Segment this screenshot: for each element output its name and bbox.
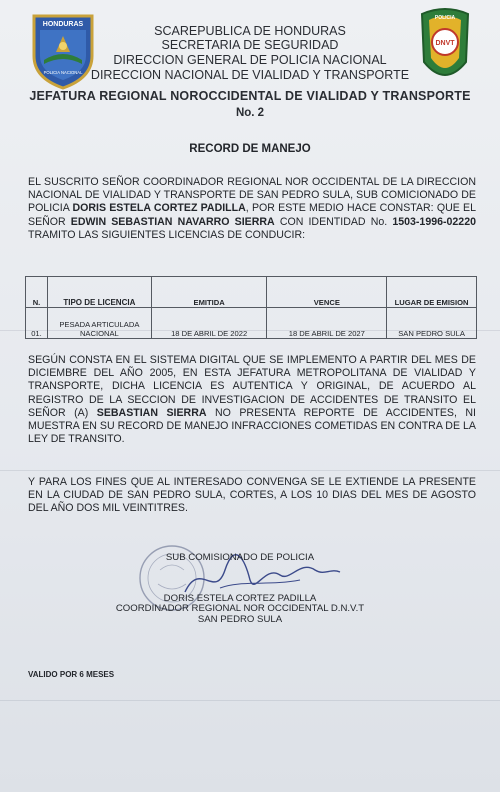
column-header-emitida: EMITIDA xyxy=(151,277,267,308)
column-header-vence: VENCE xyxy=(267,277,387,308)
header-line-3: DIRECCION GENERAL DE POLICIA NACIONAL xyxy=(113,53,387,67)
body-text-2: NO PRESENTA REPORTE DE ACCIDENTES, NI MUESTRA EN SU RECORD DE MANEJO INFRACCIONES COMETIDAS EN CONTRA DE LA LEY DE TRANSITO. xyxy=(28,406,476,446)
cell-vence: 18 DE ABRIL DE 2027 xyxy=(267,308,387,339)
person-name: EDWIN SEBASTIAN NAVARRO SIERRA xyxy=(70,215,275,228)
paper-fold xyxy=(0,470,500,471)
signer-position: COORDINADOR REGIONAL NOR OCCIDENTAL D.N.V.T xyxy=(115,603,365,614)
intro-text-2: , POR ESTE MEDIO HACE CONSTAR: QUE EL SEÑOR xyxy=(28,202,476,228)
signer-rank: SUB COMISIONADO DE POLICIA xyxy=(165,552,315,563)
document-number: No. 2 xyxy=(235,107,265,119)
left-seal-top-text: HONDURAS xyxy=(42,21,84,28)
right-seal-top-text: POLICIA xyxy=(434,15,456,21)
body-paragraph xyxy=(28,354,476,446)
table-row xyxy=(26,308,477,339)
closing-paragraph: Y PARA LOS FINES QUE AL INTERESADO CONVENGA SE LE EXTIENDE LA PRESENTE EN LA CIUDAD DE SAN PEDRO SULA, CORTES, A LOS 10 DIAS DEL MES DE AGOSTO DEL AÑO DOS MIL VEINTITRES. xyxy=(28,476,476,515)
signer-city: SAN PEDRO SULA xyxy=(197,614,283,625)
header-line-4: DIRECCION NACIONAL DE VIALIDAD Y TRANSPORTE xyxy=(90,68,410,82)
license-table-header xyxy=(26,277,477,308)
intro-text-1: EL SUSCRITO SEÑOR COORDINADOR REGIONAL NOR OCCIDENTAL DE LA DIRECCION NACIONAL DE VIALIDAD Y TRANSPORTE DE SAN PEDRO SULA, SUB COMICIONADO DE POLICIA xyxy=(28,176,476,215)
intro-text-3: CON IDENTIDAD No. xyxy=(274,215,393,228)
cell-emitida: 18 DE ABRIL DE 2022 xyxy=(151,308,267,339)
body-text-1: SEGÚN CONSTA EN EL SISTEMA DIGITAL QUE SE IMPLEMENTO A PARTIR DEL MES DE DICIEMBRE DEL AÑO 2005, EN ESTA JEFATURA METROPOLITANA DE VIALIDAD Y TRANSPORTE, DICHA LICENCIA ES AUTENTICA Y ORIGINAL, DE ACUERDO AL REGISTRO DE LA SECCION DE INVESTIGACION DE ACCIDENTES DE TRANSITO EL SEÑOR (A) xyxy=(28,354,476,419)
officer-name: DORIS ESTELA CORTEZ PADILLA xyxy=(72,202,246,215)
validity-note: VALIDO POR 6 MESES xyxy=(28,670,115,679)
column-header-tipo: TIPO DE LICENCIA xyxy=(47,277,151,308)
header-line-5: JEFATURA REGIONAL NOROCCIDENTAL DE VIALIDAD Y TRANSPORTE xyxy=(29,89,471,103)
id-number: 1503-1996-02220 xyxy=(392,215,476,228)
header-line-1: SCAREPUBLICA DE HONDURAS xyxy=(154,24,346,38)
right-seal-center-text: DNVT xyxy=(435,40,455,47)
column-header-lugar: LUGAR DE EMISION xyxy=(387,277,477,308)
paper-fold xyxy=(0,700,500,701)
subject-name: SEBASTIAN SIERRA xyxy=(96,406,207,419)
license-table xyxy=(25,276,477,339)
document-title: RECORD DE MANEJO xyxy=(189,143,311,155)
cell-tipo: PESADA ARTICULADA NACIONAL xyxy=(47,308,151,339)
column-header-n: N. xyxy=(26,277,48,308)
signer-name: DORIS ESTELA CORTEZ PADILLA xyxy=(163,593,317,604)
intro-paragraph xyxy=(28,176,476,242)
cell-lugar: SAN PEDRO SULA xyxy=(387,308,477,339)
intro-text-4: TRAMITO LAS SIGUIENTES LICENCIAS DE CONDUCIR: xyxy=(28,228,306,241)
left-seal-bottom-text: POLICIA NACIONAL xyxy=(43,70,83,75)
header-line-2: SECRETARIA DE SEGURIDAD xyxy=(161,38,339,52)
cell-n: 01. xyxy=(26,308,48,339)
